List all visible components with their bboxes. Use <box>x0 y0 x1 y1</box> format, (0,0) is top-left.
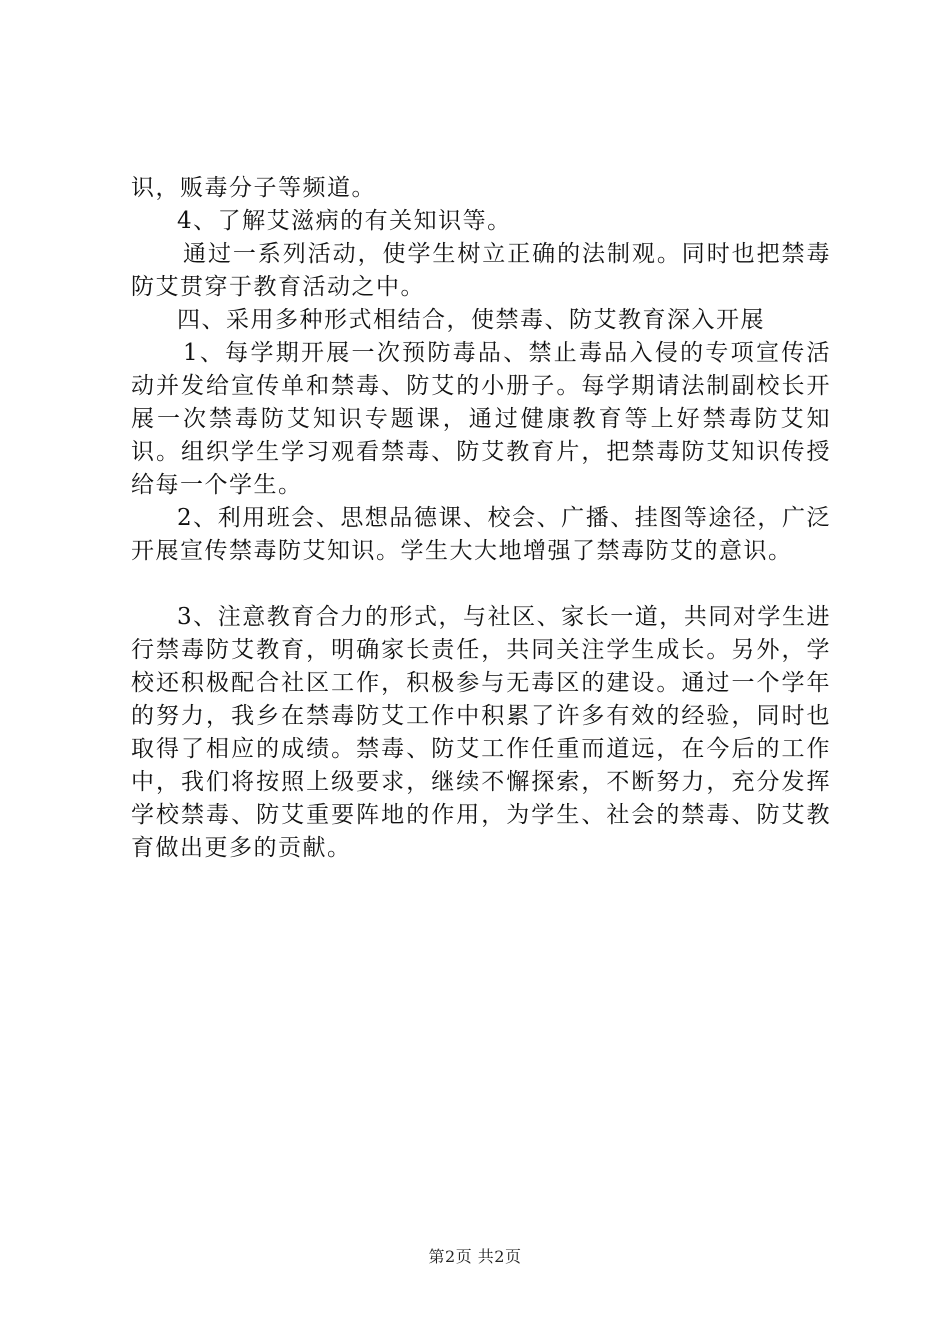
paragraph-item-3: 3、注意教育合力的形式，与社区、家长一道，共同对学生进行禁毒防艾教育，明确家长责任，共同关注学生成长。另外，学校还积极配合社区工作，积极参与无毒区的建设。通过一个学年的努力，我乡在禁毒防艾工作中积累了许多有效的经验，同时也取得了相应的成绩。禁毒、防艾工作任重而道远，在今后的工作中，我们将按照上级要求，继续不懈探索，不断努力，充分发挥学校禁毒、防艾重要阵地的作用，为学生、社会的禁毒、防艾教育做出更多的贡献。 <box>131 604 831 861</box>
paragraph-item-1: 1、每学期开展一次预防毒品、禁止毒品入侵的专项宣传活动并发给宣传单和禁毒、防艾的小册子。每学期请法制副校长开展一次禁毒防艾知识专题课，通过健康教育等上好禁毒防艾知识。组织学生学习观看禁毒、防艾教育片，把禁毒防艾知识传授给每一个学生。 <box>131 340 831 498</box>
paragraph-summary: 通过一系列活动，使学生树立正确的法制观。同时也把禁毒防艾贯穿于教育活动之中。 <box>131 241 831 300</box>
paragraph-gap <box>131 568 831 601</box>
paragraph-continuation: 识，贩毒分子等频道。 <box>131 175 376 201</box>
paragraph-item-2: 2、利用班会、思想品德课、校会、广播、挂图等途径，广泛开展宣传禁毒防艾知识。学生大大地增强了禁毒防艾的意识。 <box>131 505 831 564</box>
paragraph-item-4: 4、了解艾滋病的有关知识等。 <box>177 208 512 234</box>
page-footer <box>0 1244 950 1267</box>
page-number-label: 第2页 共2页 <box>428 1247 522 1266</box>
section-heading-4: 四、采用多种形式相结合，使禁毒、防艾教育深入开展 <box>177 307 765 333</box>
document-body <box>131 172 831 865</box>
